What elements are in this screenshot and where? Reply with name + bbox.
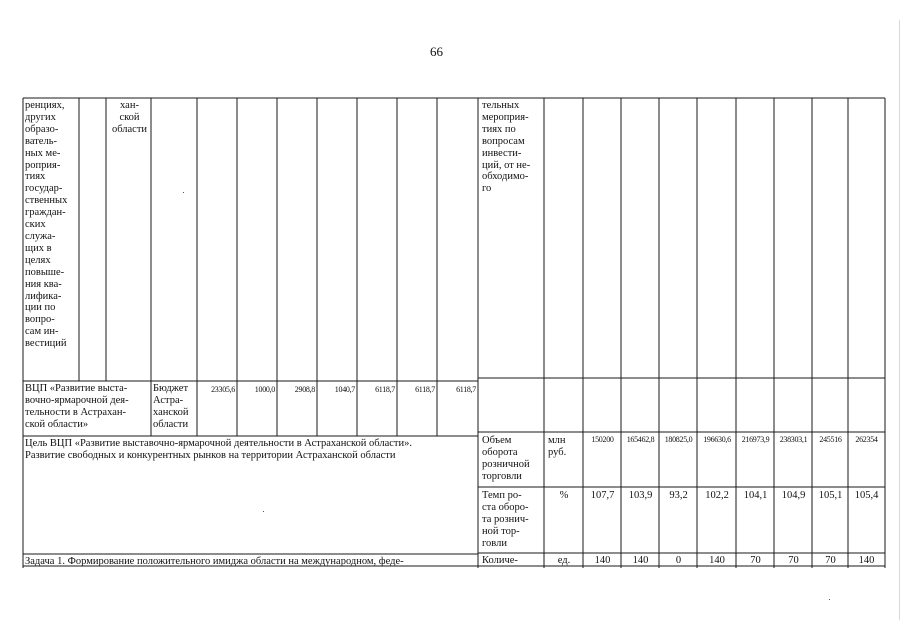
- vcp-value-2: 2908,8: [294, 385, 315, 394]
- unit-items: ед.: [557, 555, 571, 566]
- scan-speck: [263, 511, 264, 512]
- growth-value: 105,4: [854, 490, 879, 501]
- quantity-value: 0: [675, 555, 682, 566]
- retail-value: 150200: [591, 435, 614, 444]
- scan-speck: [183, 192, 184, 193]
- quantity-value: 140: [632, 555, 649, 566]
- quantity-value: 70: [750, 555, 761, 566]
- indicator-quantity: Количе-: [482, 555, 518, 566]
- vcp-value-4: 6118,7: [375, 385, 395, 394]
- retail-value: 196630,6: [703, 435, 731, 444]
- vcp-value-total: 23305,6: [211, 385, 235, 394]
- investment-events-indicator: тельных мероприя- тиях по вопросам инвести- ций, от не- обходимо- го: [482, 100, 531, 195]
- quantity-value: 70: [788, 555, 799, 566]
- growth-value: 105,1: [818, 490, 843, 501]
- unit-mln-rub: млн руб.: [548, 435, 567, 458]
- quantity-value: 140: [594, 555, 611, 566]
- vcp-value-5: 6118,7: [415, 385, 435, 394]
- vcp-value-1: 1000,0: [254, 385, 275, 394]
- indicator-retail-growth-rate: Темп ро- ста оборо- та рознич- ной тор- говли: [482, 490, 529, 549]
- vcp-value-6: 6118,7: [456, 385, 476, 394]
- indicator-retail-turnover: Объем оборота розничной торговли: [482, 435, 530, 482]
- task-1: Задача 1. Формирование положительного имиджа области на международном, феде-: [25, 556, 404, 567]
- growth-value: 107,7: [590, 490, 615, 501]
- education-events-text: ренциях, других образо- ватель- ных ме- роприя- тиях государ- ственных граждан- ских служа- щих в целях повыше- ния ква- лифика- ции по вопро- сам ин- вестиций: [25, 100, 68, 350]
- retail-value: 245516: [819, 435, 842, 444]
- growth-value: 104,1: [743, 490, 768, 501]
- growth-value: 104,9: [781, 490, 806, 501]
- retail-value: 165462,8: [626, 435, 655, 444]
- unit-percent: %: [559, 490, 569, 501]
- region-text: хан- ской области: [111, 100, 148, 135]
- growth-value: 102,2: [705, 490, 729, 501]
- quantity-value: 140: [709, 555, 725, 566]
- scan-speck: [829, 599, 830, 600]
- quantity-value: 140: [858, 555, 875, 566]
- funding-source: Бюджет Астра- ханской области: [153, 383, 189, 430]
- page-number: 66: [430, 44, 443, 59]
- vcp-goal: Цель ВЦП «Развитие выставочно-ярмарочной деятельности в Астраханской области». Развитие свободных и конкурентных рынков на территории Астраханской области: [25, 438, 413, 461]
- retail-value: 238303,1: [779, 435, 808, 444]
- growth-value: 103,9: [628, 490, 653, 501]
- retail-value: 262354: [855, 435, 878, 444]
- scan-edge-line: [899, 20, 900, 620]
- retail-value: 216973,9: [741, 435, 770, 444]
- vcp-value-3: 1040,7: [334, 385, 355, 394]
- retail-value: 180825,0: [664, 435, 693, 444]
- growth-value: 93,2: [669, 490, 688, 501]
- vcp-name: ВЦП «Развитие выста- вочно-ярмарочной дея- тельности в Астрахан- ской области»: [25, 383, 129, 430]
- quantity-value: 70: [825, 555, 836, 566]
